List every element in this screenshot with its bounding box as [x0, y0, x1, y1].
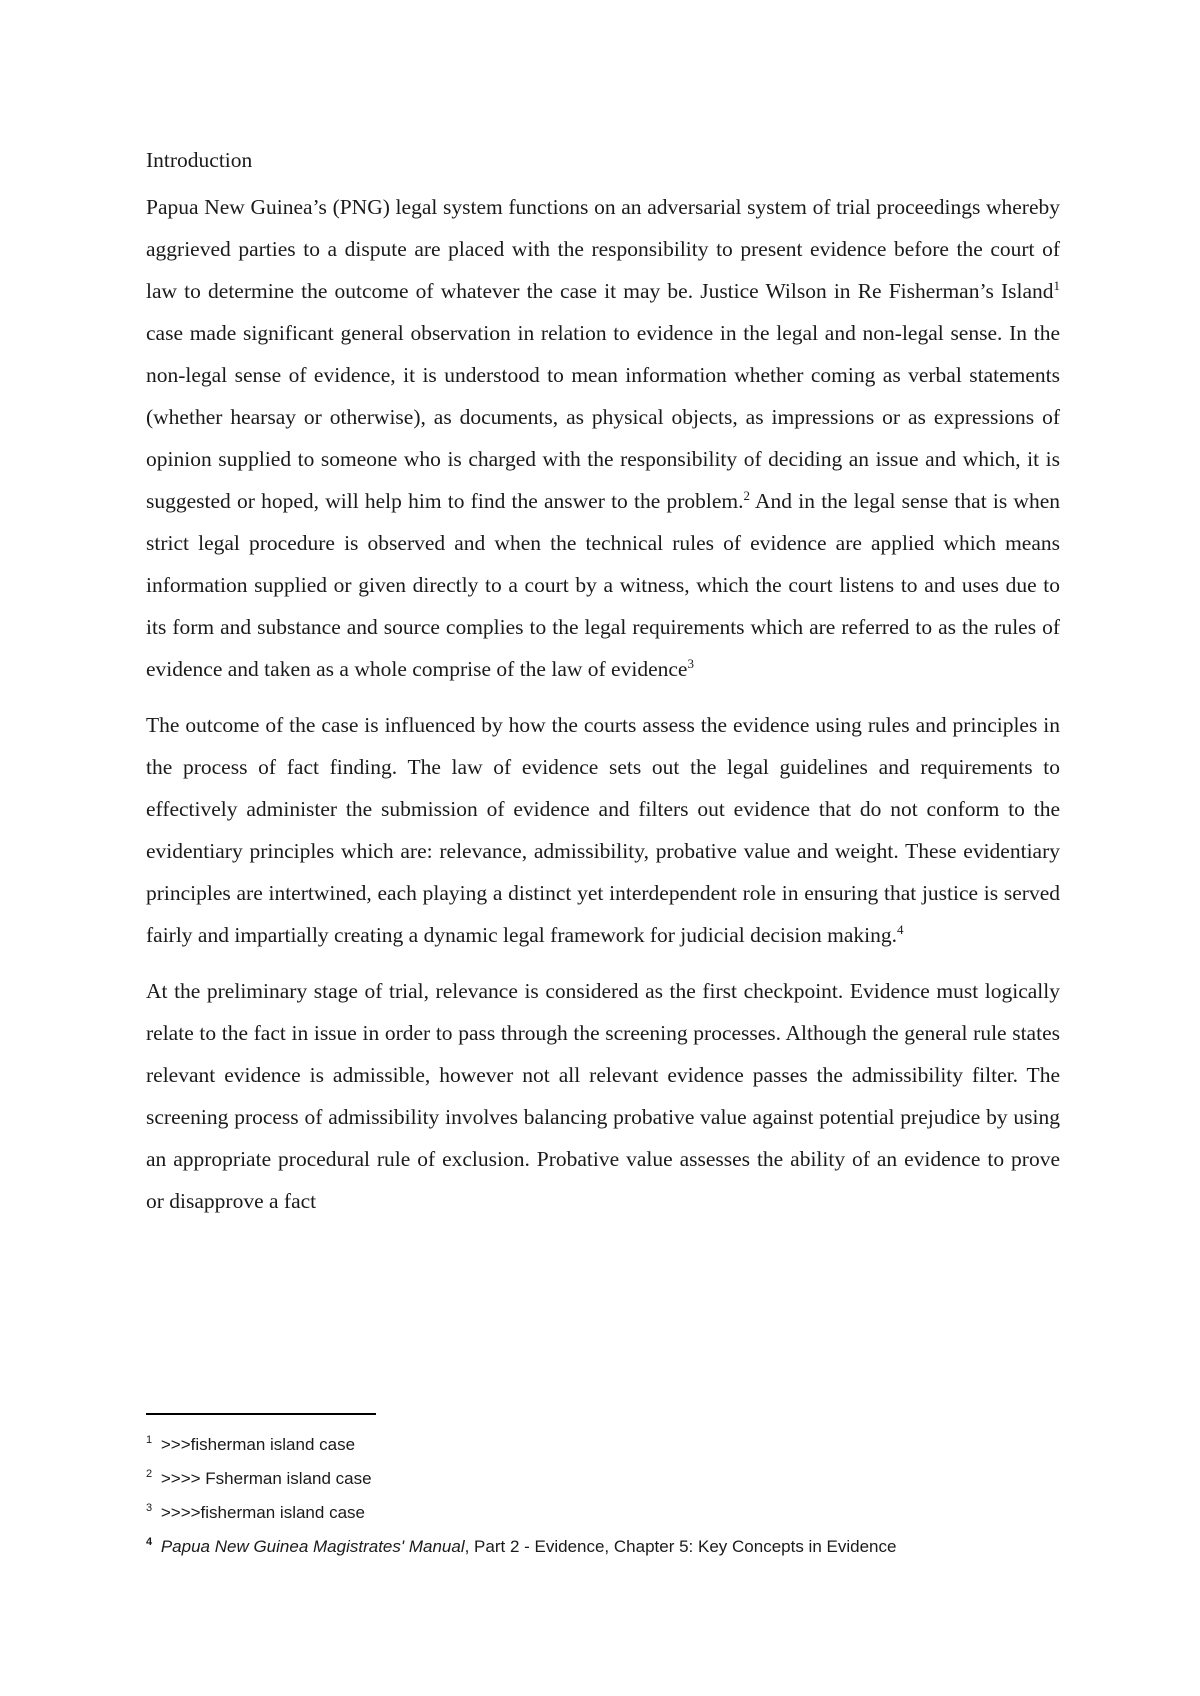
paragraph-1-text-b: case made significant general observation in relation to evidence in the legal and non-legal sense. In the non-legal sense of evidence, it is understood to mean information whether coming as verbal statements (whether hearsay or otherwise), as documents, as physical objects, as impressions or as expressions of opinion supplied to someone who is charged with the responsibility of deciding an issue and which, it is suggested or hoped, will help him to find the answer to the problem.: [146, 321, 1060, 513]
footnote-ref-2[interactable]: 2: [743, 487, 751, 503]
paragraph-3: [146, 970, 1060, 1222]
footnote-1: [146, 1428, 1060, 1462]
footnote-text: >>>> Fsherman island case: [156, 1469, 372, 1488]
paragraph-1: [146, 186, 1060, 690]
footnote-4: [146, 1530, 1060, 1564]
footnote-text: , Part 2 - Evidence, Chapter 5: Key Concepts in Evidence: [464, 1537, 897, 1556]
footnote-text: >>>fisherman island case: [156, 1435, 356, 1454]
footnote-number: 2: [146, 1468, 153, 1481]
paragraph-3-text: At the preliminary stage of trial, relevance is considered as the first checkpoint. Evidence must logically relate to the fact in issue in order to pass through the screening processes. Although the general rule states relevant evidence is admissible, however not all relevant evidence passes the admissibility filter. The screening process of admissibility involves balancing probative value against potential prejudice by using an appropriate procedural rule of exclusion. Probative value assesses the ability of an evidence to prove or disapprove a fact: [146, 979, 1060, 1213]
footnote-2: [146, 1462, 1060, 1496]
footnote-ref-1[interactable]: 1: [1053, 277, 1060, 293]
footnote-separator: [146, 1413, 376, 1415]
footnote-number: 1: [146, 1434, 153, 1447]
footnote-ref-4[interactable]: 4: [897, 921, 904, 937]
footnote-3: [146, 1496, 1060, 1530]
footnote-number: 4: [146, 1536, 153, 1549]
footnotes: [146, 1428, 1060, 1564]
footnote-text: >>>>fisherman island case: [156, 1503, 365, 1522]
section-heading: Introduction: [146, 148, 253, 172]
paragraph-1-text-c: And in the legal sense that is when strict legal procedure is observed and when the technical rules of evidence are applied which means information supplied or given directly to a court by a witness, which the court listens to and uses due to its form and substance and source complies to the legal requirements which are referred to as the rules of evidence and taken as a whole comprise of the law of evidence: [146, 489, 1060, 681]
footnote-number: 3: [146, 1502, 153, 1515]
paragraph-2-text: The outcome of the case is influenced by how the courts assess the evidence using rules and principles in the process of fact finding. The law of evidence sets out the legal guidelines and requirements to effectively administer the submission of evidence and filters out evidence that do not conform to the evidentiary principles which are: relevance, admissibility, probative value and weight. These evidentiary principles are intertwined, each playing a distinct yet interdependent role in ensuring that justice is served fairly and impartially creating a dynamic legal framework for judicial decision making.: [146, 713, 1060, 947]
paragraph-2: [146, 704, 1060, 956]
footnote-ref-3[interactable]: 3: [687, 655, 694, 671]
footnote-source-title: Papua New Guinea Magistrates' Manual: [156, 1537, 465, 1556]
paragraph-1-text-a: Papua New Guinea’s (PNG) legal system functions on an adversarial system of trial proceedings whereby aggrieved parties to a dispute are placed with the responsibility to present evidence before the court of law to determine the outcome of whatever the case it may be. Justice Wilson in Re Fisherman’s Island: [146, 195, 1060, 303]
body-text: [146, 144, 1060, 1236]
